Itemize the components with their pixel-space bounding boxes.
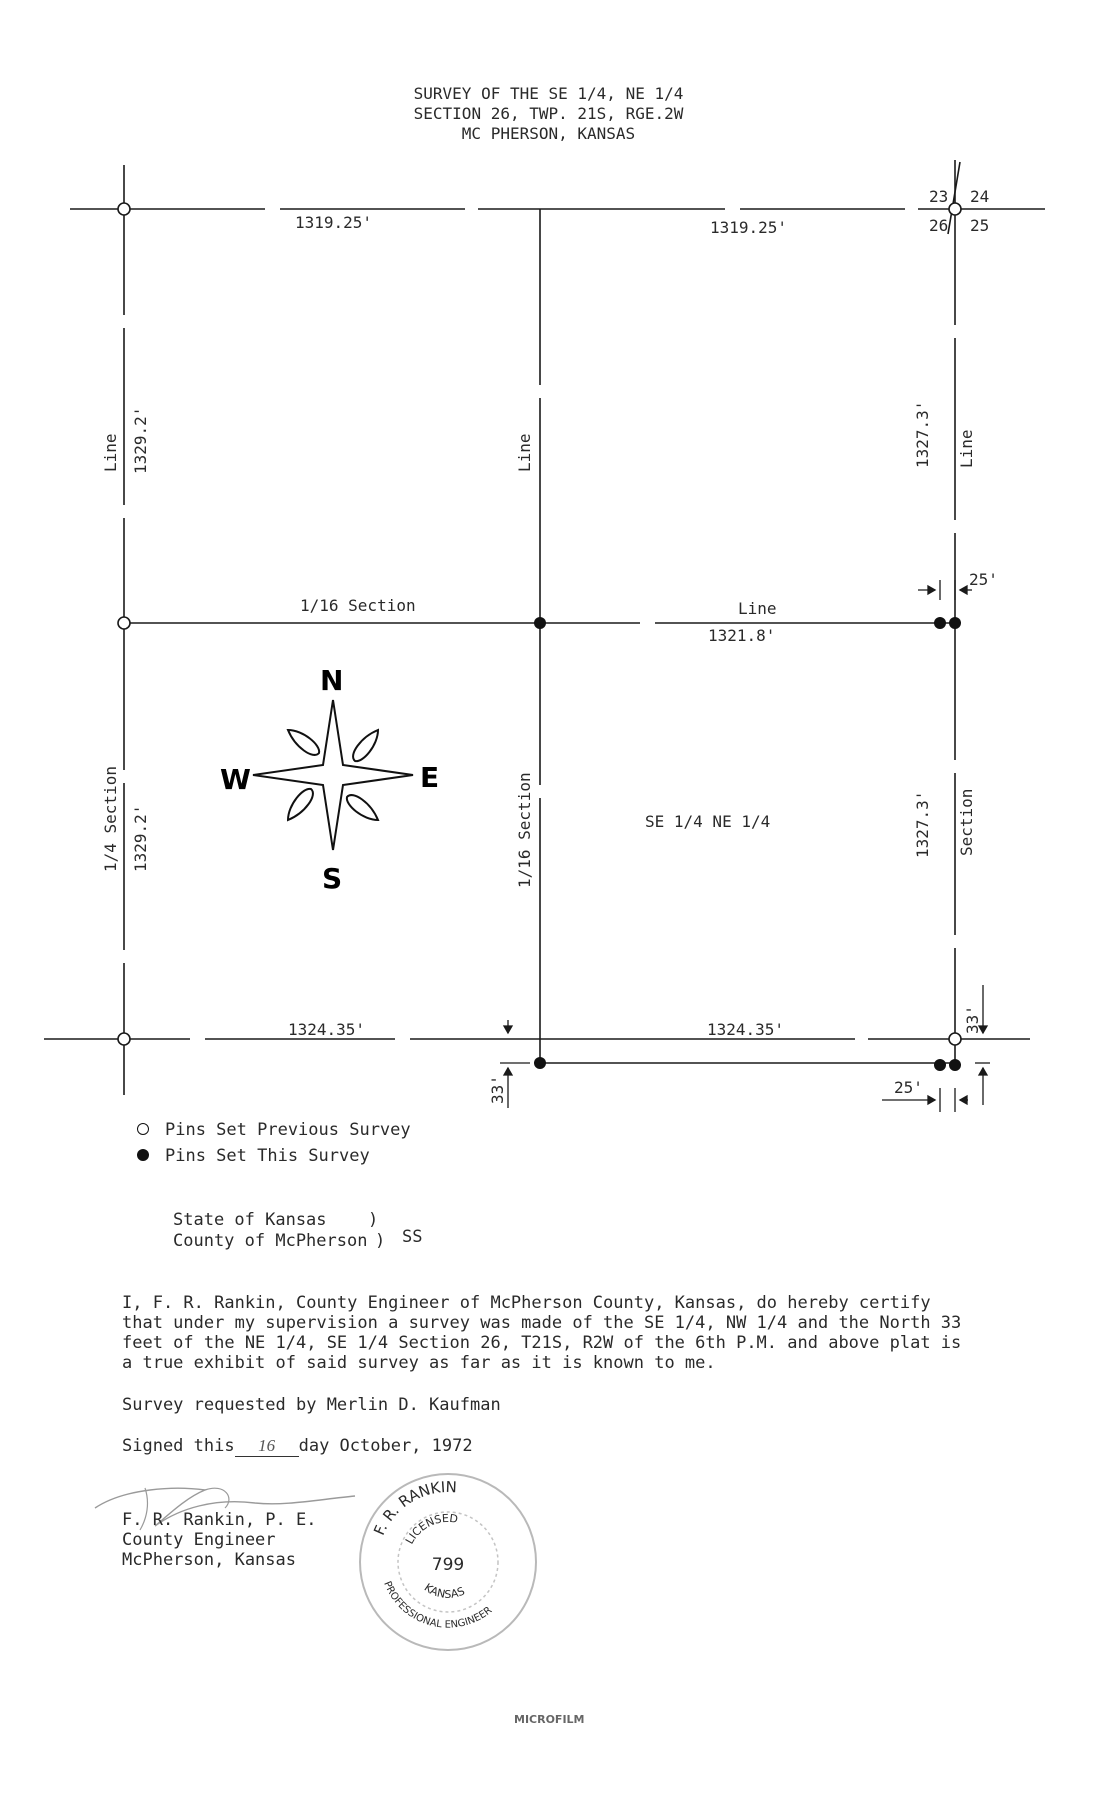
- dim-offset-25-bottom: 25': [894, 1078, 923, 1097]
- venue-county: County of McPherson: [173, 1231, 368, 1251]
- signer-name: F. R. Rankin, P. E.: [122, 1510, 317, 1530]
- corner-23: 23: [929, 187, 949, 206]
- pin-previous: [949, 1033, 961, 1045]
- open-pin-icon: [137, 1123, 149, 1135]
- seal-licensed: LICENSED: [402, 1511, 459, 1547]
- pin-current: [949, 617, 961, 629]
- dim-top-left: 1319.25': [295, 213, 373, 232]
- corner-25: 25: [970, 216, 990, 235]
- pin-current: [949, 1059, 961, 1071]
- label-quarter-section: 1/4 Section: [101, 766, 120, 872]
- label-sixteenth-section: 1/16 Section: [300, 596, 416, 615]
- seal-top: F. R. RANKIN: [370, 1477, 458, 1538]
- venue-paren-2: ): [375, 1231, 386, 1251]
- dim-left-lower: 1329.2': [131, 804, 150, 872]
- pin-current: [934, 1059, 946, 1071]
- solid-pin-icon: [137, 1149, 149, 1161]
- dim-top-right: 1319.25': [710, 218, 788, 237]
- label-line-mid: Line: [515, 433, 534, 472]
- corner-tick: [948, 162, 960, 234]
- signature-block: [122, 1510, 316, 1570]
- pin-previous: [118, 617, 130, 629]
- label-line-sixteenth: Line: [738, 599, 777, 618]
- signer-title: County Engineer: [122, 1530, 276, 1550]
- label-line-right: Line: [957, 429, 976, 468]
- label-section-right: Section: [957, 788, 976, 856]
- venue-state: State of Kansas: [173, 1210, 327, 1230]
- dim-right-upper: 1327.3': [913, 400, 932, 468]
- label-line-left: Line: [101, 433, 120, 472]
- pin-previous: [949, 203, 961, 215]
- corner-26: 26: [929, 216, 949, 235]
- compass-e: E: [420, 761, 440, 794]
- compass-rose-icon: [220, 664, 439, 895]
- signer-place: McPherson, Kansas: [122, 1550, 296, 1570]
- seal-state: KANSAS: [421, 1580, 467, 1601]
- pin-current: [934, 617, 946, 629]
- label-tract: SE 1/4 NE 1/4: [645, 812, 771, 831]
- venue-paren-1: ): [368, 1210, 379, 1230]
- dim-offset-25-top: 25': [969, 570, 998, 589]
- signed-line: Signed this 16 day October, 1972: [122, 1436, 473, 1456]
- dim-offset-33-right: 33': [963, 1005, 982, 1034]
- dim-right-lower: 1327.3': [913, 790, 932, 858]
- compass-w: W: [220, 763, 251, 796]
- engineer-seal: [352, 1466, 544, 1658]
- dim-offset-33-left: 33': [488, 1075, 507, 1104]
- compass-n: N: [320, 664, 344, 697]
- compass-s: S: [322, 862, 343, 895]
- microfilm-stamp: MICROFILM: [514, 1713, 585, 1726]
- venue-ss: SS: [402, 1227, 423, 1247]
- dim-mid: 1321.8': [708, 626, 776, 645]
- certificate-text: I, F. R. Rankin, County Engineer of McPherson County, Kansas, do hereby certify that under my supervision a survey was made of the SE 1/4, NW 1/4 and the North 33 feet of the NE 1/4, SE 1/4 Section 26, T21S, R2W of the 6th P.M. and above plat is a true exhibit of said survey as far as it is known to me.: [122, 1293, 962, 1373]
- title-line-3: MC PHERSON, KANSAS: [461, 124, 636, 143]
- dim-bottom-right: 1324.35': [707, 1020, 785, 1039]
- seal-number: 799: [431, 1555, 465, 1575]
- pin-current: [534, 1057, 546, 1069]
- seal-bottom: PROFESSIONAL ENGINEER: [381, 1579, 495, 1631]
- pin-current: [534, 617, 546, 629]
- legend-current: Pins Set This Survey: [137, 1146, 370, 1166]
- dim-bottom-left: 1324.35': [288, 1020, 366, 1039]
- survey-requested: Survey requested by Merlin D. Kaufman: [122, 1395, 501, 1415]
- title-line-1: SURVEY OF THE SE 1/4, NE 1/4: [413, 84, 684, 103]
- pin-previous: [118, 1033, 130, 1045]
- legend-previous: Pins Set Previous Survey: [137, 1120, 411, 1140]
- dim-left-upper: 1329.2': [131, 406, 150, 474]
- title-line-2: SECTION 26, TWP. 21S, RGE.2W: [413, 104, 684, 123]
- pin-previous: [118, 203, 130, 215]
- label-sixteenth-section-vertical: 1/16 Section: [515, 772, 534, 888]
- signed-day: 16: [235, 1436, 299, 1457]
- corner-24: 24: [970, 187, 990, 206]
